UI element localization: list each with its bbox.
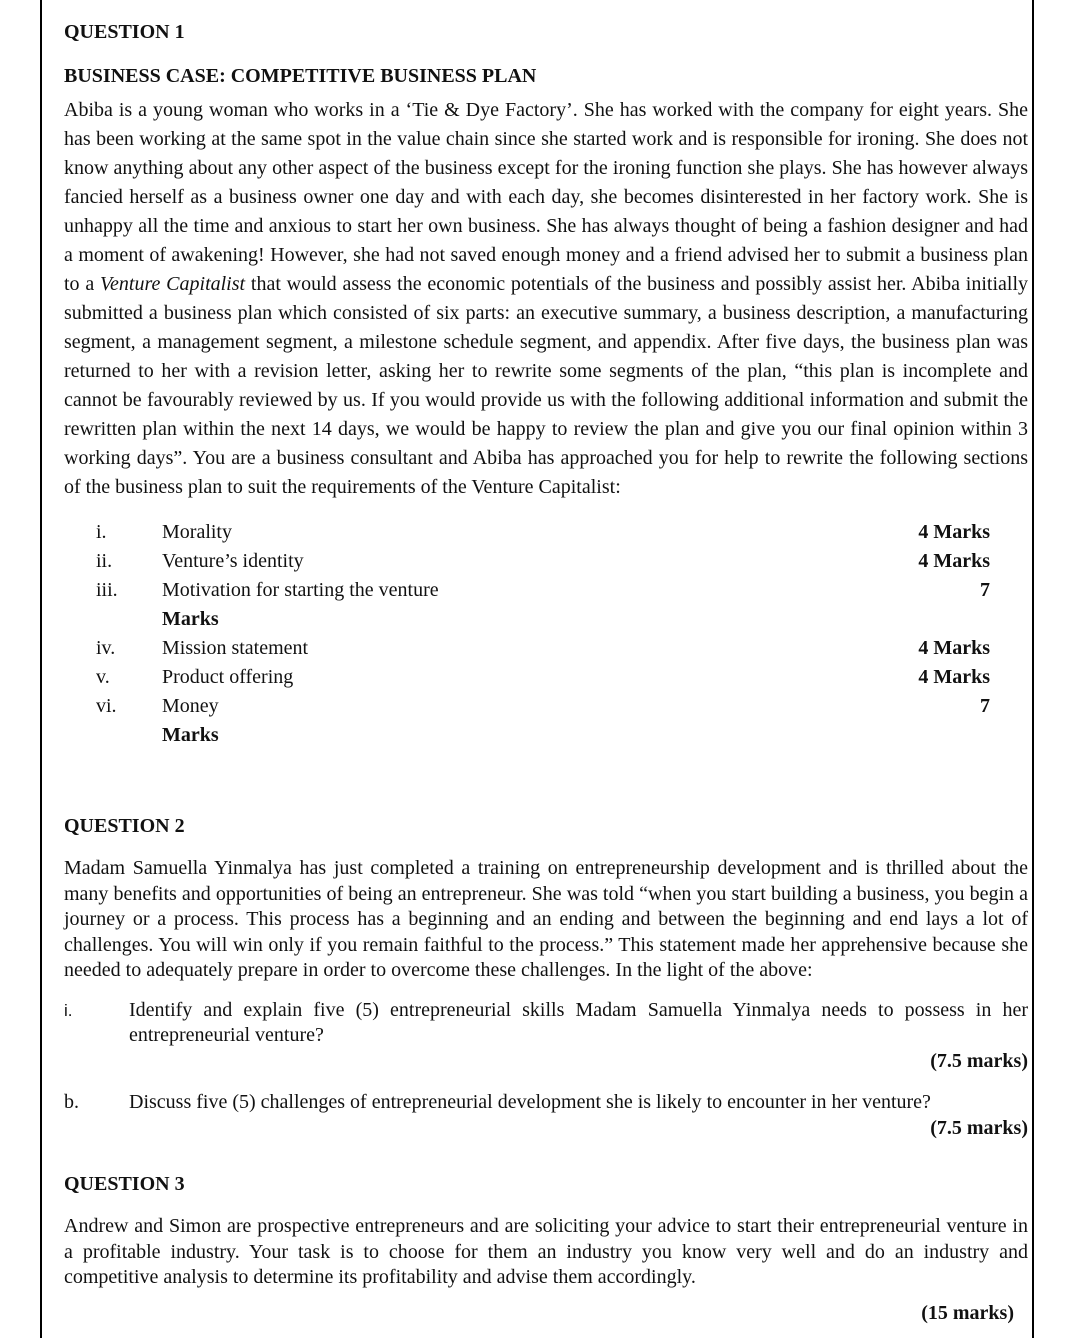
question-1-sections-list [64,518,1028,750]
question-2-title: QUESTION 2 [64,815,185,837]
question-2-part-b: b. Discuss five (5) challenges of entrepreneurial development she is likely to encounter in her venture? (7.5 marks) [64,1091,1028,1139]
question-1-title: QUESTION 1 [64,21,185,43]
list-item: iv. Mission statement 4 Marks [96,637,990,659]
question-1-subtitle: BUSINESS CASE: COMPETITIVE BUSINESS PLAN [64,65,537,87]
question-3-marks: (15 marks) [921,1301,1014,1324]
list-item: i. Morality 4 Marks [96,521,990,543]
question-1 [64,18,1028,750]
venture-capitalist-term: Venture Capitalist [100,273,246,295]
question-3-text: Andrew and Simon are prospective entrepreneurs and are soliciting your advice to start their entrepreneurial venture in a profitable industry. Your task is to choose for them an industry you know very well and do an industry and competitive analysis to determine its profitability and advise them accordingly. [64,1215,1028,1288]
list-item: iii. Motivation for starting the venture 7 Marks [96,579,990,630]
list-item: v. Product offering 4 Marks [96,666,990,688]
list-item: vi. Money 7 Marks [96,695,990,746]
question-3-title: QUESTION 3 [64,1173,185,1195]
question-1-case-text: Abiba is a young woman who works in a ‘Tie & Dye Factory’. She has worked with the company for eight years. She has been working at the same spot in the value chain since she started work and is responsible for ironing. She does not know anything about any other aspect of the business except for the ironing function she plays. She has however always fancied herself as a business owner one day and with each day, she becomes disinterested in her factory work. She is unhappy all the time and anxious to start her own business. She has always thought of being a fashion designer and had a moment of awakening! However, she had not saved enough money and a friend advised her to submit a business plan to a Venture Capitalist that would assess the economic potentials of the business and possibly assist her. Abiba initially submitted a business plan which consisted of six parts: an executive summary, a business description, a manufacturing segment, a management segment, a milestone schedule segment, and appendix. After five days, the business plan was returned to her with a revision letter, asking her to rewrite some segments of the plan, “this plan is incomplete and cannot be favourably reviewed by us. If you would provide us with the following additional information and submit the rewritten plan within the next 14 days, we would be happy to review the plan and give you our final opinion within 3 working days”. You are a business consultant and Abiba has approached you for help to rewrite the following sections of the business plan to suit the requirements of the Venture Capitalist: [64,99,1029,498]
question-2 [64,812,1028,1141]
list-item: ii. Venture’s identity 4 Marks [96,550,990,572]
question-2-part-i: i. Identify and explain five (5) entrepreneurial skills Madam Samuella Yinmalya needs to possess in her entrepreneurial venture? (7.5 marks) [64,998,1028,1072]
question-2-text: Madam Samuella Yinmalya has just completed a training on entrepreneurship development and is thrilled about the many benefits and opportunities of being an entrepreneur. She was told “when you start building a business, you begin a journey or a process. This process has a beginning and an ending and between the beginning and end lays a lot of challenges. You will win only if you remain faithful to the process.” This statement made her apprehensive because she needed to adequately prepare in order to overcome these challenges. In the light of the above: [64,857,1028,981]
question-3 [64,1170,1028,1327]
